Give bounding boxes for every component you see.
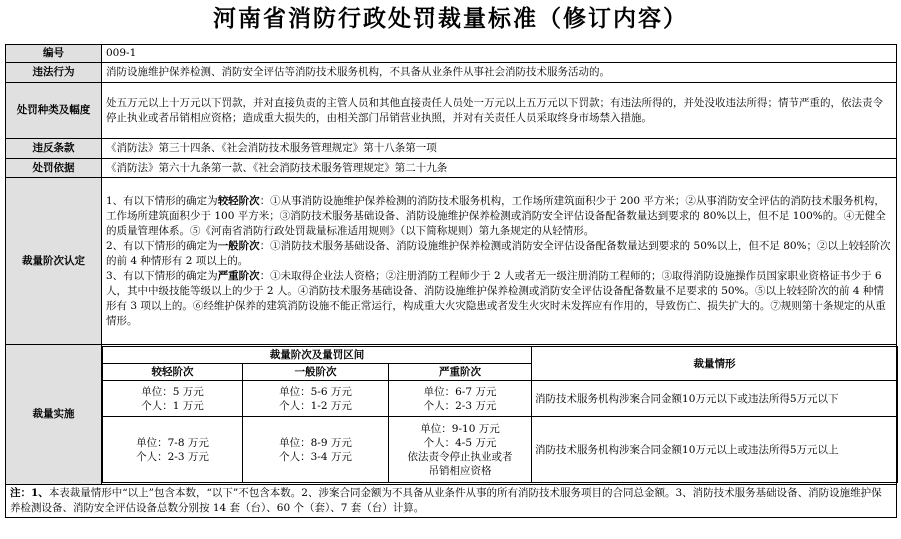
r2-circumstance: 消防技术服务机构涉案合同金额10万元以上或违法所得5万元以上 (532, 417, 898, 483)
col-severe: 严重阶次 (389, 364, 532, 381)
basis-label: 处罚依据 (6, 159, 102, 178)
circ-header: 裁量情形 (532, 347, 898, 381)
r1-normal: 单位：5-6 万元 个人：1-2 万元 (243, 381, 389, 417)
level-item-severe: 3、有以下情形的确定为严重阶次：①未取得企业法人资格；②注册消防工程师少于 2 人或者无一级注册消防工程师的；③取得消防设施操作员国家职业资格证书少于 6 人，其中中级技能等级以上的少于 2 人。④消防技术服务基础设备、消防设施维护保养检测或消防安全评估设备配备数量不足要求的 50%。⑤以上较轻阶次的前 4 种情形有 3 项以上的。⑥经维护保养的建筑消防设施不能正常运行，构成重大火灾隐患或者发生火灾时未发挥应有作用的，导致伤亡、损失扩大的。⑦规则第十条规定的从重情形。 (106, 269, 886, 327)
r1-severe: 单位：6-7 万元 个人：2-3 万元 (389, 381, 532, 417)
col-normal: 一般阶次 (243, 364, 389, 381)
level-item-normal: 2、有以下情形的确定为一般阶次：①消防技术服务基础设备、消防设施维护保养检测或消防安全评估设备配备数量达到要求的 50%以上，但不足 80%；②以上较轻阶次的前 4 种情形有 2 项以上的。 (106, 239, 891, 267)
row-code (6, 45, 897, 63)
level-item-light: 1、有以下情形的确定为较轻阶次：①从事消防设施维护保养检测的消防技术服务机构，工作场所建筑面积少于 200 平方米；②从事消防安全评估的消防技术服务机构，工作场所建筑面积少于 100 平方米；③消防技术服务基础设备、消防设施维护保养检测或消防安全评估设备配备数量达到要求的 80%以上，但不足 100%的。④无健全的质量管理体系。⑤《河南省消防行政处罚裁量标准适用规则》（以下简称规则）第九条规定的从轻情形。 (106, 194, 886, 237)
r1-circumstance: 消防技术服务机构涉案合同金额10万元以下或违法所得5万元以下 (532, 381, 898, 417)
row-note (6, 485, 897, 518)
row-level (6, 178, 897, 345)
violation-value: 消防设施维护保养检测、消防安全评估等消防技术服务机构，不具备从业条件从事社会消防技术服务活动的。 (102, 63, 897, 83)
impl-header-row (103, 347, 898, 364)
basis-value: 《消防法》第六十九条第一款、《社会消防技术服务管理规定》第二十九条 (102, 159, 897, 178)
level-label: 裁量阶次认定 (6, 178, 102, 345)
r2-severe: 单位：9-10 万元 个人：4-5 万元 依法责令停止执业或者 吊销相应资格 (389, 417, 532, 483)
impl-row-2 (103, 417, 898, 483)
code-label: 编号 (6, 45, 102, 63)
level-key-severe: 严重阶次 (217, 269, 260, 282)
range-header: 裁量阶次及量罚区间 (103, 347, 532, 364)
r2-normal: 单位：8-9 万元 个人：3-4 万元 (243, 417, 389, 483)
r2-light: 单位：7-8 万元 个人：2-3 万元 (103, 417, 243, 483)
penalty-standard-table (5, 44, 897, 518)
row-basis (6, 159, 897, 178)
level-value (102, 178, 897, 345)
impl-row-1 (103, 381, 898, 417)
violation-label: 违法行为 (6, 63, 102, 83)
col-light: 较轻阶次 (103, 364, 243, 381)
row-impl (6, 345, 897, 485)
level-key-normal: 一般阶次 (217, 239, 260, 252)
note-text: 注：1、本表裁量情形中“以上”包含本数，“以下”不包含本数。2、涉案合同金额为不具备从业条件从事的所有消防技术服务项目的合同总金额。3、消防技术服务基础设备、消防设施维护保养检测设备、消防安全评估设备总数分别按 14 套（台）、60 个（套）、7 套（台）计算。 (6, 485, 897, 518)
row-penalty (6, 83, 897, 139)
penalty-label: 处罚种类及幅度 (6, 83, 102, 139)
impl-table (102, 346, 898, 483)
page-title: 河南省消防行政处罚裁量标准（修订内容） (213, 6, 688, 32)
penalty-value: 处五万元以上十万元以下罚款，并对直接负责的主管人员和其他直接责任人员处一万元以上五万元以下罚款；有违法所得的，并处没收违法所得；情节严重的，依法责令停止执业或者吊销相应资格；造成重大损失的，由相关部门吊销营业执照，并对有关责任人员采取终身市场禁入措施。 (102, 83, 897, 139)
impl-label: 裁量实施 (6, 345, 102, 485)
level-key-light: 较轻阶次 (217, 194, 260, 207)
r1-light: 单位：5 万元 个人：1 万元 (103, 381, 243, 417)
code-value: 009-1 (102, 45, 897, 63)
provision-value: 《消防法》第三十四条、《社会消防技术服务管理规定》第十八条第一项 (102, 139, 897, 159)
impl-value (102, 345, 897, 485)
row-violation (6, 63, 897, 83)
row-provision (6, 139, 897, 159)
provision-label: 违反条款 (6, 139, 102, 159)
